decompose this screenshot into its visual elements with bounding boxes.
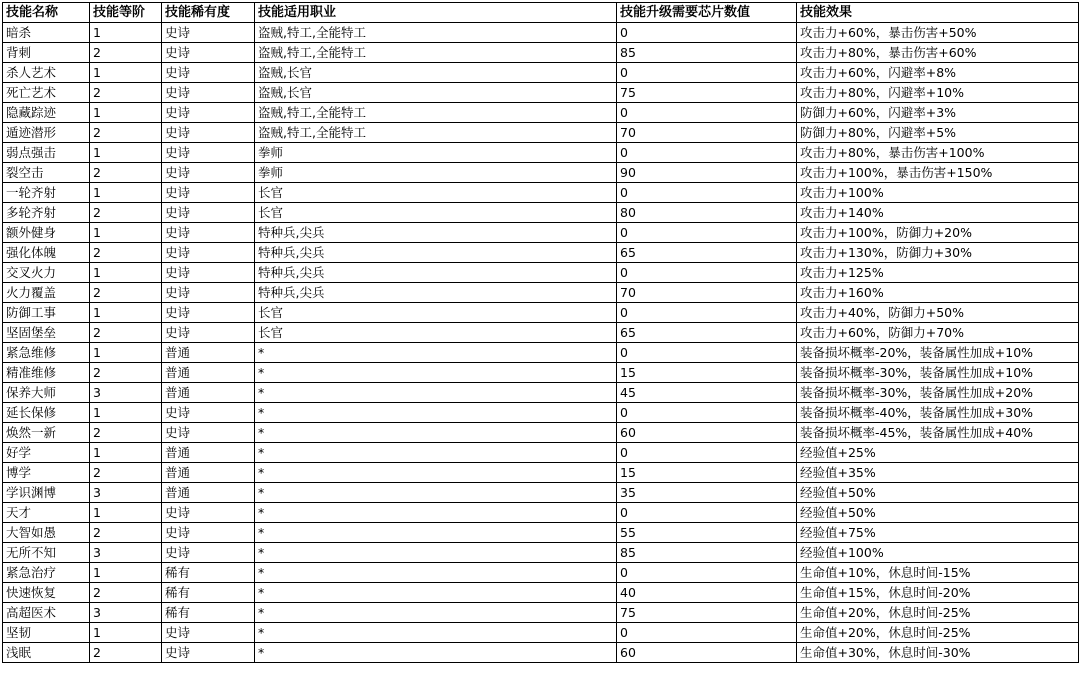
cell-skill-jobs: * [255, 603, 617, 623]
cell-skill-effect: 经验值+75% [797, 523, 1079, 543]
cell-skill-rarity: 史诗 [162, 163, 255, 183]
table-row [3, 23, 1079, 43]
cell-skill-rarity: 稀有 [162, 563, 255, 583]
cell-skill-rarity: 史诗 [162, 143, 255, 163]
cell-skill-name: 坚韧 [3, 623, 90, 643]
cell-skill-jobs: 特种兵,尖兵 [255, 263, 617, 283]
cell-skill-level: 2 [90, 83, 162, 103]
cell-skill-name: 大智如愚 [3, 523, 90, 543]
cell-upgrade-chips: 0 [617, 403, 797, 423]
cell-skill-effect: 装备损坏概率-45%，装备属性加成+40% [797, 423, 1079, 443]
cell-skill-jobs: 盗贼,长官 [255, 83, 617, 103]
table-row [3, 283, 1079, 303]
table-row [3, 443, 1079, 463]
table-row [3, 323, 1079, 343]
table-row [3, 583, 1079, 603]
cell-upgrade-chips: 65 [617, 323, 797, 343]
cell-skill-effect: 攻击力+40%，防御力+50% [797, 303, 1079, 323]
cell-skill-name: 紧急治疗 [3, 563, 90, 583]
table-row [3, 363, 1079, 383]
cell-skill-effect: 生命值+30%，休息时间-30% [797, 643, 1079, 663]
cell-upgrade-chips: 0 [617, 503, 797, 523]
cell-skill-name: 裂空击 [3, 163, 90, 183]
cell-upgrade-chips: 0 [617, 223, 797, 243]
cell-skill-jobs: * [255, 623, 617, 643]
cell-skill-name: 暗杀 [3, 23, 90, 43]
cell-skill-rarity: 史诗 [162, 323, 255, 343]
cell-skill-jobs: * [255, 363, 617, 383]
cell-upgrade-chips: 75 [617, 83, 797, 103]
cell-skill-rarity: 史诗 [162, 503, 255, 523]
cell-upgrade-chips: 0 [617, 143, 797, 163]
cell-skill-jobs: 盗贼,特工,全能特工 [255, 123, 617, 143]
table-row [3, 503, 1079, 523]
cell-upgrade-chips: 70 [617, 283, 797, 303]
cell-skill-rarity: 史诗 [162, 523, 255, 543]
table-row [3, 543, 1079, 563]
cell-skill-jobs: 盗贼,长官 [255, 63, 617, 83]
cell-skill-jobs: 长官 [255, 203, 617, 223]
cell-skill-jobs: 长官 [255, 303, 617, 323]
header-skill-effect: 技能效果 [797, 3, 1079, 23]
cell-skill-effect: 攻击力+60%，防御力+70% [797, 323, 1079, 343]
cell-skill-rarity: 史诗 [162, 63, 255, 83]
cell-skill-level: 2 [90, 43, 162, 63]
cell-skill-jobs: * [255, 423, 617, 443]
cell-skill-jobs: * [255, 583, 617, 603]
cell-skill-effect: 经验值+100% [797, 543, 1079, 563]
cell-skill-effect: 攻击力+60%，暴击伤害+50% [797, 23, 1079, 43]
cell-skill-rarity: 普通 [162, 483, 255, 503]
cell-skill-name: 遁迹潜形 [3, 123, 90, 143]
cell-skill-name: 学识渊博 [3, 483, 90, 503]
table-row [3, 63, 1079, 83]
table-row [3, 523, 1079, 543]
cell-skill-effect: 防御力+80%，闪避率+5% [797, 123, 1079, 143]
cell-upgrade-chips: 60 [617, 423, 797, 443]
cell-upgrade-chips: 80 [617, 203, 797, 223]
table-row [3, 423, 1079, 443]
cell-skill-rarity: 普通 [162, 343, 255, 363]
cell-skill-level: 3 [90, 543, 162, 563]
cell-skill-jobs: 拳师 [255, 163, 617, 183]
cell-skill-rarity: 史诗 [162, 243, 255, 263]
cell-skill-rarity: 史诗 [162, 403, 255, 423]
cell-skill-level: 3 [90, 483, 162, 503]
cell-skill-level: 2 [90, 283, 162, 303]
cell-skill-name: 保养大师 [3, 383, 90, 403]
header-skill-name: 技能名称 [3, 3, 90, 23]
cell-upgrade-chips: 0 [617, 183, 797, 203]
cell-skill-jobs: 特种兵,尖兵 [255, 243, 617, 263]
cell-skill-name: 防御工事 [3, 303, 90, 323]
cell-skill-jobs: * [255, 443, 617, 463]
cell-skill-effect: 攻击力+80%，暴击伤害+100% [797, 143, 1079, 163]
cell-upgrade-chips: 60 [617, 643, 797, 663]
cell-skill-level: 1 [90, 443, 162, 463]
cell-skill-rarity: 史诗 [162, 83, 255, 103]
cell-skill-jobs: * [255, 483, 617, 503]
table-row [3, 243, 1079, 263]
cell-skill-rarity: 史诗 [162, 263, 255, 283]
cell-skill-name: 多轮齐射 [3, 203, 90, 223]
cell-skill-level: 1 [90, 563, 162, 583]
cell-skill-jobs: * [255, 523, 617, 543]
cell-skill-level: 2 [90, 123, 162, 143]
cell-skill-rarity: 史诗 [162, 203, 255, 223]
cell-skill-effect: 攻击力+60%，闪避率+8% [797, 63, 1079, 83]
table-row [3, 343, 1079, 363]
cell-skill-effect: 攻击力+160% [797, 283, 1079, 303]
cell-skill-rarity: 普通 [162, 383, 255, 403]
cell-skill-name: 快速恢复 [3, 583, 90, 603]
cell-skill-rarity: 史诗 [162, 23, 255, 43]
cell-skill-effect: 装备损坏概率-30%，装备属性加成+10% [797, 363, 1079, 383]
cell-upgrade-chips: 70 [617, 123, 797, 143]
cell-skill-name: 一轮齐射 [3, 183, 90, 203]
cell-skill-rarity: 史诗 [162, 43, 255, 63]
cell-upgrade-chips: 0 [617, 263, 797, 283]
cell-skill-jobs: 盗贼,特工,全能特工 [255, 43, 617, 63]
cell-skill-level: 1 [90, 503, 162, 523]
cell-skill-jobs: * [255, 543, 617, 563]
cell-skill-effect: 生命值+10%，休息时间-15% [797, 563, 1079, 583]
cell-upgrade-chips: 0 [617, 443, 797, 463]
cell-skill-level: 1 [90, 183, 162, 203]
cell-skill-jobs: * [255, 383, 617, 403]
cell-skill-level: 2 [90, 643, 162, 663]
header-skill-jobs: 技能适用职业 [255, 3, 617, 23]
cell-upgrade-chips: 0 [617, 63, 797, 83]
table-row [3, 263, 1079, 283]
cell-skill-effect: 经验值+50% [797, 503, 1079, 523]
cell-skill-rarity: 史诗 [162, 423, 255, 443]
cell-skill-level: 2 [90, 423, 162, 443]
cell-skill-effect: 攻击力+80%，闪避率+10% [797, 83, 1079, 103]
cell-skill-name: 好学 [3, 443, 90, 463]
cell-skill-jobs: 特种兵,尖兵 [255, 283, 617, 303]
cell-skill-effect: 防御力+60%，闪避率+3% [797, 103, 1079, 123]
table-row [3, 83, 1079, 103]
table-row [3, 403, 1079, 423]
cell-skill-rarity: 普通 [162, 463, 255, 483]
cell-skill-rarity: 普通 [162, 443, 255, 463]
cell-skill-effect: 经验值+35% [797, 463, 1079, 483]
cell-upgrade-chips: 0 [617, 623, 797, 643]
cell-skill-level: 2 [90, 583, 162, 603]
cell-skill-jobs: 长官 [255, 183, 617, 203]
cell-skill-name: 高超医术 [3, 603, 90, 623]
cell-skill-effect: 生命值+15%，休息时间-20% [797, 583, 1079, 603]
table-row [3, 603, 1079, 623]
cell-skill-rarity: 稀有 [162, 603, 255, 623]
table-row [3, 563, 1079, 583]
cell-skill-level: 1 [90, 263, 162, 283]
cell-skill-level: 1 [90, 623, 162, 643]
cell-skill-level: 2 [90, 163, 162, 183]
cell-skill-effect: 装备损坏概率-30%，装备属性加成+20% [797, 383, 1079, 403]
skills-table [2, 2, 1079, 663]
table-row [3, 183, 1079, 203]
cell-skill-level: 1 [90, 223, 162, 243]
cell-upgrade-chips: 15 [617, 463, 797, 483]
cell-upgrade-chips: 15 [617, 363, 797, 383]
cell-skill-jobs: 盗贼,特工,全能特工 [255, 103, 617, 123]
cell-upgrade-chips: 85 [617, 543, 797, 563]
cell-skill-level: 1 [90, 143, 162, 163]
cell-skill-effect: 装备损坏概率-20%，装备属性加成+10% [797, 343, 1079, 363]
cell-skill-rarity: 史诗 [162, 183, 255, 203]
header-skill-rarity: 技能稀有度 [162, 3, 255, 23]
cell-skill-level: 1 [90, 343, 162, 363]
cell-skill-rarity: 史诗 [162, 123, 255, 143]
cell-skill-effect: 装备损坏概率-40%，装备属性加成+30% [797, 403, 1079, 423]
cell-skill-level: 1 [90, 23, 162, 43]
cell-skill-rarity: 普通 [162, 363, 255, 383]
table-row [3, 463, 1079, 483]
cell-skill-name: 延长保修 [3, 403, 90, 423]
table-row [3, 123, 1079, 143]
cell-skill-effect: 攻击力+100%，暴击伤害+150% [797, 163, 1079, 183]
cell-skill-name: 弱点强击 [3, 143, 90, 163]
cell-skill-rarity: 史诗 [162, 283, 255, 303]
cell-upgrade-chips: 0 [617, 303, 797, 323]
cell-skill-jobs: * [255, 503, 617, 523]
cell-skill-name: 紧急维修 [3, 343, 90, 363]
cell-skill-jobs: * [255, 343, 617, 363]
cell-skill-name: 隐藏踪迹 [3, 103, 90, 123]
cell-skill-effect: 生命值+20%，休息时间-25% [797, 623, 1079, 643]
cell-skill-rarity: 史诗 [162, 643, 255, 663]
table-row [3, 223, 1079, 243]
cell-skill-level: 2 [90, 463, 162, 483]
cell-skill-level: 1 [90, 63, 162, 83]
cell-skill-name: 死亡艺术 [3, 83, 90, 103]
cell-skill-jobs: * [255, 403, 617, 423]
cell-skill-name: 博学 [3, 463, 90, 483]
cell-skill-rarity: 史诗 [162, 103, 255, 123]
cell-upgrade-chips: 55 [617, 523, 797, 543]
table-row [3, 143, 1079, 163]
cell-upgrade-chips: 0 [617, 103, 797, 123]
cell-upgrade-chips: 85 [617, 43, 797, 63]
table-row [3, 483, 1079, 503]
cell-skill-rarity: 史诗 [162, 623, 255, 643]
cell-skill-level: 1 [90, 403, 162, 423]
cell-upgrade-chips: 0 [617, 343, 797, 363]
cell-skill-effect: 攻击力+100%，防御力+20% [797, 223, 1079, 243]
header-upgrade-chips: 技能升级需要芯片数值 [617, 3, 797, 23]
cell-skill-name: 焕然一新 [3, 423, 90, 443]
cell-skill-level: 2 [90, 323, 162, 343]
cell-skill-name: 天才 [3, 503, 90, 523]
cell-upgrade-chips: 90 [617, 163, 797, 183]
cell-skill-jobs: 特种兵,尖兵 [255, 223, 617, 243]
cell-skill-name: 杀人艺术 [3, 63, 90, 83]
table-row [3, 643, 1079, 663]
cell-skill-name: 背刺 [3, 43, 90, 63]
cell-skill-rarity: 史诗 [162, 303, 255, 323]
cell-upgrade-chips: 45 [617, 383, 797, 403]
cell-skill-jobs: * [255, 643, 617, 663]
cell-skill-name: 精准维修 [3, 363, 90, 383]
cell-skill-rarity: 史诗 [162, 223, 255, 243]
cell-skill-name: 额外健身 [3, 223, 90, 243]
cell-skill-effect: 攻击力+140% [797, 203, 1079, 223]
cell-skill-effect: 经验值+50% [797, 483, 1079, 503]
cell-skill-effect: 生命值+20%，休息时间-25% [797, 603, 1079, 623]
header-skill-level: 技能等阶 [90, 3, 162, 23]
cell-skill-level: 1 [90, 103, 162, 123]
cell-upgrade-chips: 75 [617, 603, 797, 623]
cell-skill-effect: 经验值+25% [797, 443, 1079, 463]
cell-skill-name: 浅眠 [3, 643, 90, 663]
cell-skill-name: 强化体魄 [3, 243, 90, 263]
cell-skill-level: 3 [90, 603, 162, 623]
cell-skill-name: 坚固堡垒 [3, 323, 90, 343]
cell-upgrade-chips: 0 [617, 23, 797, 43]
cell-skill-name: 无所不知 [3, 543, 90, 563]
cell-skill-jobs: 长官 [255, 323, 617, 343]
cell-skill-jobs: 盗贼,特工,全能特工 [255, 23, 617, 43]
cell-skill-name: 火力覆盖 [3, 283, 90, 303]
cell-skill-jobs: * [255, 563, 617, 583]
cell-skill-rarity: 稀有 [162, 583, 255, 603]
cell-skill-level: 2 [90, 363, 162, 383]
header-row [3, 3, 1079, 23]
table-row [3, 203, 1079, 223]
cell-upgrade-chips: 0 [617, 563, 797, 583]
cell-skill-effect: 攻击力+80%，暴击伤害+60% [797, 43, 1079, 63]
cell-skill-effect: 攻击力+100% [797, 183, 1079, 203]
table-row [3, 303, 1079, 323]
cell-skill-jobs: 拳师 [255, 143, 617, 163]
table-row [3, 103, 1079, 123]
table-row [3, 163, 1079, 183]
cell-skill-level: 2 [90, 523, 162, 543]
cell-upgrade-chips: 35 [617, 483, 797, 503]
cell-skill-effect: 攻击力+125% [797, 263, 1079, 283]
cell-skill-level: 2 [90, 243, 162, 263]
cell-skill-level: 2 [90, 203, 162, 223]
table-row [3, 43, 1079, 63]
cell-upgrade-chips: 65 [617, 243, 797, 263]
cell-skill-level: 1 [90, 303, 162, 323]
cell-skill-rarity: 史诗 [162, 543, 255, 563]
table-row [3, 383, 1079, 403]
cell-skill-level: 3 [90, 383, 162, 403]
skills-table-body [3, 23, 1079, 663]
cell-skill-name: 交叉火力 [3, 263, 90, 283]
cell-skill-jobs: * [255, 463, 617, 483]
table-row [3, 623, 1079, 643]
cell-upgrade-chips: 40 [617, 583, 797, 603]
cell-skill-effect: 攻击力+130%，防御力+30% [797, 243, 1079, 263]
